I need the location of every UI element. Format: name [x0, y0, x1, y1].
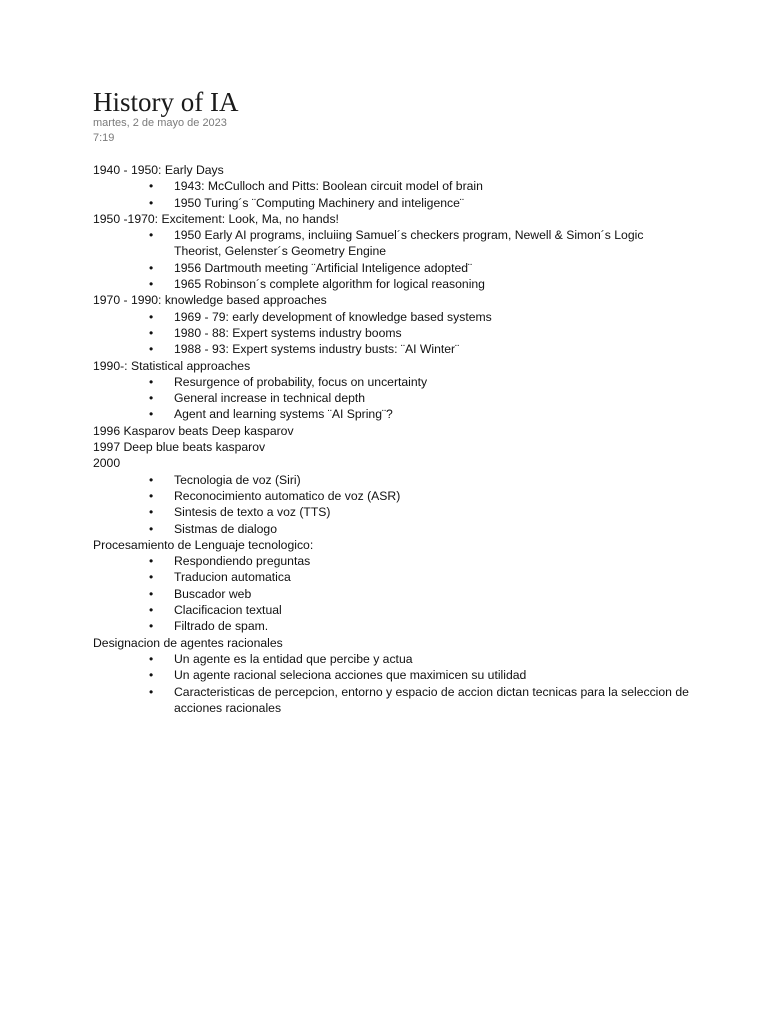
page-title: History of IA: [93, 87, 239, 117]
list-item: • 1950 Turing´s ¨Computing Machinery and inteligence¨: [93, 195, 693, 211]
bullet-list: [93, 227, 693, 292]
list-item: • 1988 - 93: Expert systems industry busts: ¨AI Winter¨: [93, 341, 693, 357]
list-item: • Reconocimiento automatico de voz (ASR): [93, 488, 693, 504]
list-item: • 1980 - 88: Expert systems industry booms: [93, 325, 693, 341]
list-item: • Traducion automatica: [93, 569, 693, 585]
list-item: • Agent and learning systems ¨AI Spring¨?: [93, 406, 693, 422]
list-item: • Buscador web: [93, 586, 693, 602]
section-heading: Procesamiento de Lenguaje tecnologico:: [93, 537, 314, 552]
section-heading: 1997 Deep blue beats kasparov: [93, 440, 266, 455]
list-item: • Sintesis de texto a voz (TTS): [93, 504, 693, 520]
list-item: • Sistmas de dialogo: [93, 521, 693, 537]
section-heading: Designacion de agentes racionales: [93, 635, 283, 650]
section-heading: 1996 Kasparov beats Deep kasparov: [93, 423, 294, 438]
list-item: • 1950 Early AI programs, incluiing Samuel´s checkers program, Newell & Simon´s Logic Theorist, Gelenster´s Geometry Engine: [93, 227, 693, 260]
bullet-list: [93, 553, 693, 634]
list-item: • 1969 - 79: early development of knowledge based systems: [93, 309, 693, 325]
section-heading: 2000: [93, 456, 121, 471]
list-item: • 1956 Dartmouth meeting ¨Artificial Inteligence adopted¨: [93, 260, 693, 276]
bullet-list: [93, 651, 693, 716]
list-item: • Filtrado de spam.: [93, 618, 693, 634]
section-heading: 1990-: Statistical approaches: [93, 358, 251, 373]
list-item: • General increase in technical depth: [93, 390, 693, 406]
bullet-list: [93, 472, 693, 537]
bullet-list: [93, 178, 693, 211]
list-item: • 1943: McCulloch and Pitts: Boolean circuit model of brain: [93, 178, 693, 194]
list-item: • Tecnologia de voz (Siri): [93, 472, 693, 488]
section-heading: 1940 - 1950: Early Days: [93, 163, 224, 177]
list-item: • Respondiendo preguntas: [93, 553, 693, 569]
section-heading: 1950 -1970: Excitement: Look, Ma, no hands!: [93, 211, 339, 226]
list-item: • 1965 Robinson´s complete algorithm for logical reasoning: [93, 276, 693, 292]
list-item: • Caracteristicas de percepcion, entorno y espacio de accion dictan tecnicas para la seleccion de acciones racionales: [93, 684, 693, 717]
list-item: • Un agente es la entidad que percibe y actua: [93, 651, 693, 667]
list-item: • Resurgence of probability, focus on uncertainty: [93, 374, 693, 390]
section-heading: 1970 - 1990: knowledge based approaches: [93, 293, 327, 308]
bullet-list: [93, 374, 693, 423]
list-item: • Un agente racional seleciona acciones que maximicen su utilidad: [93, 667, 693, 683]
note-body: [93, 162, 693, 716]
note-date: martes, 2 de mayo de 2023: [93, 117, 227, 129]
note-time: 7:19: [93, 132, 115, 144]
list-item: • Clacificacion textual: [93, 602, 693, 618]
bullet-list: [93, 309, 693, 358]
